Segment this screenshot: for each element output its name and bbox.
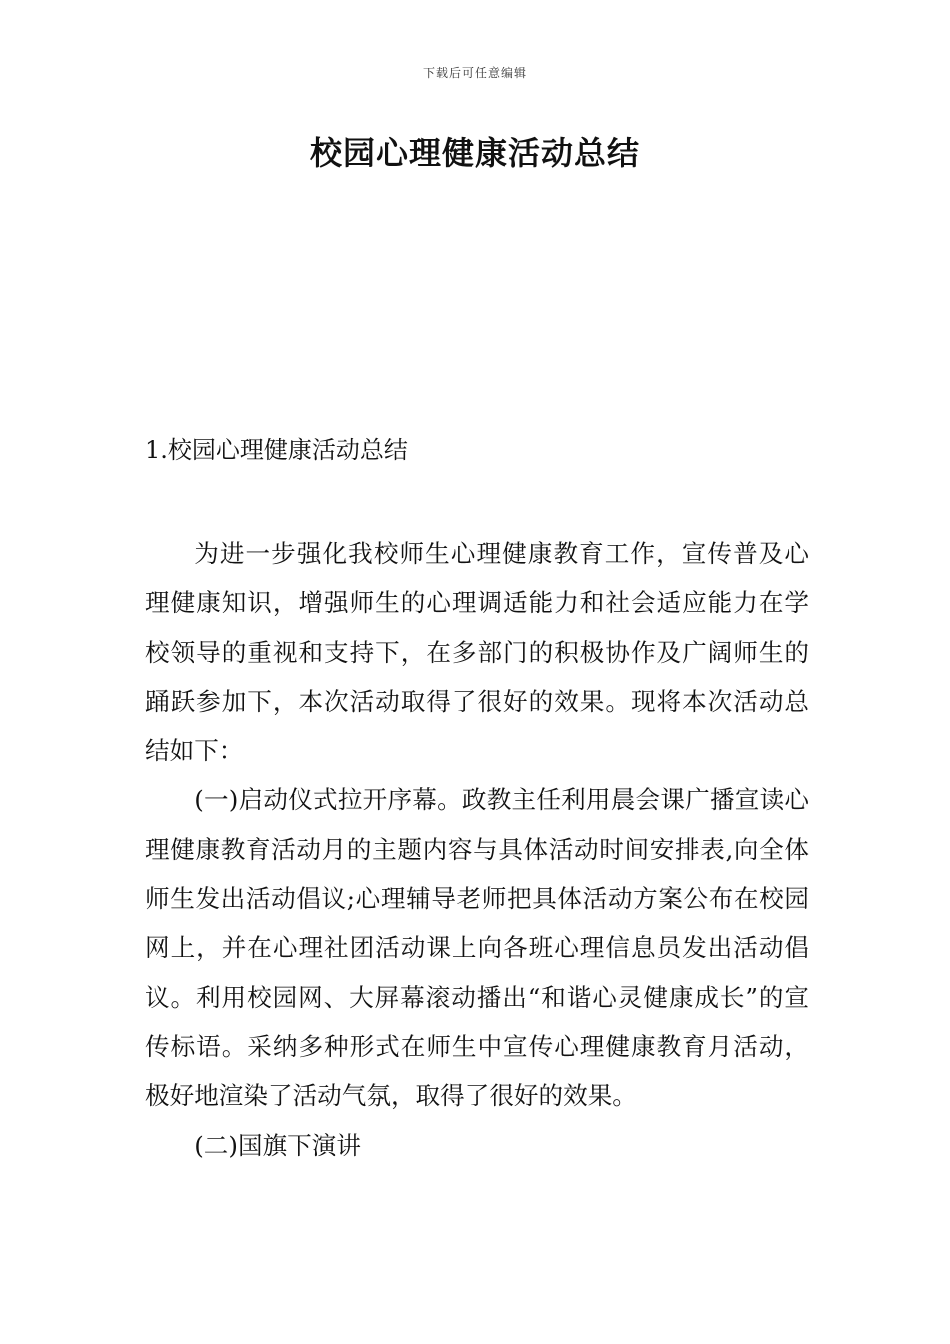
header-note: 下载后可任意编辑 (422, 66, 527, 80)
section-heading: 1.校园心理健康活动总结 (145, 436, 408, 464)
paragraph-flag-speech: (二)国旗下演讲 (194, 1130, 361, 1160)
document-title: 校园心理健康活动总结 (309, 134, 640, 172)
paragraph-launch-ceremony: (一)启动仪式拉开序幕。政教主任利用晨会课广播宣读心理健康教育活动月的主题内容与具体活动时间安排表,向全体师生发出活动倡议;心理辅导老师把具体活动方案公布在校园网上，并在心理社团活动课上向各班心理信息员发出活动倡议。利用校园网、大屏幕滚动播出“和谐心灵健康成长”的宣传标语。采纳多种形式在师生中宣传心理健康教育月活动，极好地渲染了活动气氛，取得了很好的效果。 (145, 785, 809, 1111)
paragraph-intro: 为进一步强化我校师生心理健康教育工作，宣传普及心理健康知识，增强师生的心理调适能力和社会适应能力在学校领导的重视和支持下，在多部门的积极协作及广阔师生的踊跃参加下，本次活动取得了很好的效果。现将本次活动总结如下： (145, 539, 809, 766)
body-text (145, 529, 809, 1170)
